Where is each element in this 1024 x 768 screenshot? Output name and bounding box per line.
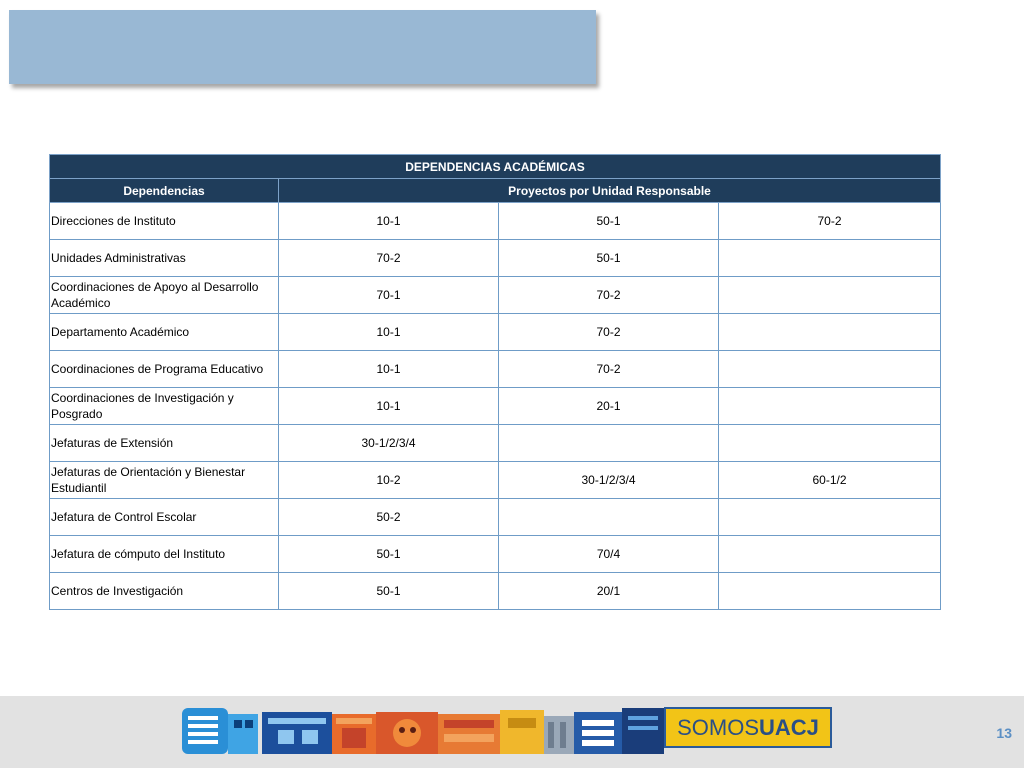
- logo-prefix: SOMOS: [677, 714, 759, 740]
- dependencia-cell: Direcciones de Instituto: [50, 203, 279, 240]
- dependencia-cell: Coordinaciones de Investigación y Posgrado: [50, 388, 279, 425]
- proyecto-cell: 50-2: [279, 499, 499, 536]
- proyecto-cell: [719, 388, 941, 425]
- table-title: DEPENDENCIAS ACADÉMICAS: [50, 155, 941, 179]
- page-number: 13: [996, 725, 1012, 741]
- proyecto-cell: 10-1: [279, 203, 499, 240]
- proyecto-cell: [719, 314, 941, 351]
- proyecto-cell: 60-1/2: [719, 462, 941, 499]
- dependencia-cell: Jefatura de Control Escolar: [50, 499, 279, 536]
- dependencia-cell: Jefaturas de Extensión: [50, 425, 279, 462]
- header-dependencias: Dependencias: [50, 179, 279, 203]
- proyecto-cell: 50-1: [499, 240, 719, 277]
- somos-uacj-logo: [664, 707, 832, 748]
- footer-bar: [0, 696, 1024, 768]
- proyecto-cell: 70-2: [499, 351, 719, 388]
- table-row: [50, 499, 941, 536]
- table-row: [50, 277, 941, 314]
- proyecto-cell: 70-2: [499, 314, 719, 351]
- dependencia-cell: Centros de Investigación: [50, 573, 279, 610]
- table-row: [50, 536, 941, 573]
- proyecto-cell: [719, 351, 941, 388]
- table-row: [50, 203, 941, 240]
- dependencias-table: [49, 154, 941, 610]
- proyecto-cell: 50-1: [279, 536, 499, 573]
- table-row: [50, 425, 941, 462]
- proyecto-cell: [719, 536, 941, 573]
- proyecto-cell: 70-2: [719, 203, 941, 240]
- proyecto-cell: [719, 499, 941, 536]
- proyecto-cell: 10-1: [279, 314, 499, 351]
- dependencia-cell: Departamento Académico: [50, 314, 279, 351]
- dependencia-cell: Jefaturas de Orientación y Bienestar Estudiantil: [50, 462, 279, 499]
- proyecto-cell: [499, 499, 719, 536]
- proyecto-cell: 70-2: [499, 277, 719, 314]
- dependencia-cell: Coordinaciones de Programa Educativo: [50, 351, 279, 388]
- proyecto-cell: 10-2: [279, 462, 499, 499]
- proyecto-cell: [499, 425, 719, 462]
- slide-title-box: [9, 10, 596, 84]
- proyecto-cell: 50-1: [499, 203, 719, 240]
- table-row: [50, 351, 941, 388]
- proyecto-cell: 70-1: [279, 277, 499, 314]
- proyecto-cell: 20/1: [499, 573, 719, 610]
- table-row: [50, 388, 941, 425]
- logo-suffix: UACJ: [759, 714, 819, 740]
- header-proyectos: Proyectos por Unidad Responsable: [279, 179, 941, 203]
- table-row: [50, 573, 941, 610]
- dependencia-cell: Jefatura de cómputo del Instituto: [50, 536, 279, 573]
- proyecto-cell: 10-1: [279, 351, 499, 388]
- proyecto-cell: 30-1/2/3/4: [279, 425, 499, 462]
- proyecto-cell: 10-1: [279, 388, 499, 425]
- proyecto-cell: 30-1/2/3/4: [499, 462, 719, 499]
- proyecto-cell: [719, 240, 941, 277]
- proyecto-cell: 50-1: [279, 573, 499, 610]
- proyecto-cell: 20-1: [499, 388, 719, 425]
- dependencia-cell: Unidades Administrativas: [50, 240, 279, 277]
- proyecto-cell: 70-2: [279, 240, 499, 277]
- table-row: [50, 240, 941, 277]
- proyecto-cell: [719, 277, 941, 314]
- dependencia-cell: Coordinaciones de Apoyo al Desarrollo Académico: [50, 277, 279, 314]
- campus-buildings-artwork: [182, 704, 664, 756]
- table-row: [50, 314, 941, 351]
- table-row: [50, 462, 941, 499]
- proyecto-cell: [719, 573, 941, 610]
- proyecto-cell: [719, 425, 941, 462]
- proyecto-cell: 70/4: [499, 536, 719, 573]
